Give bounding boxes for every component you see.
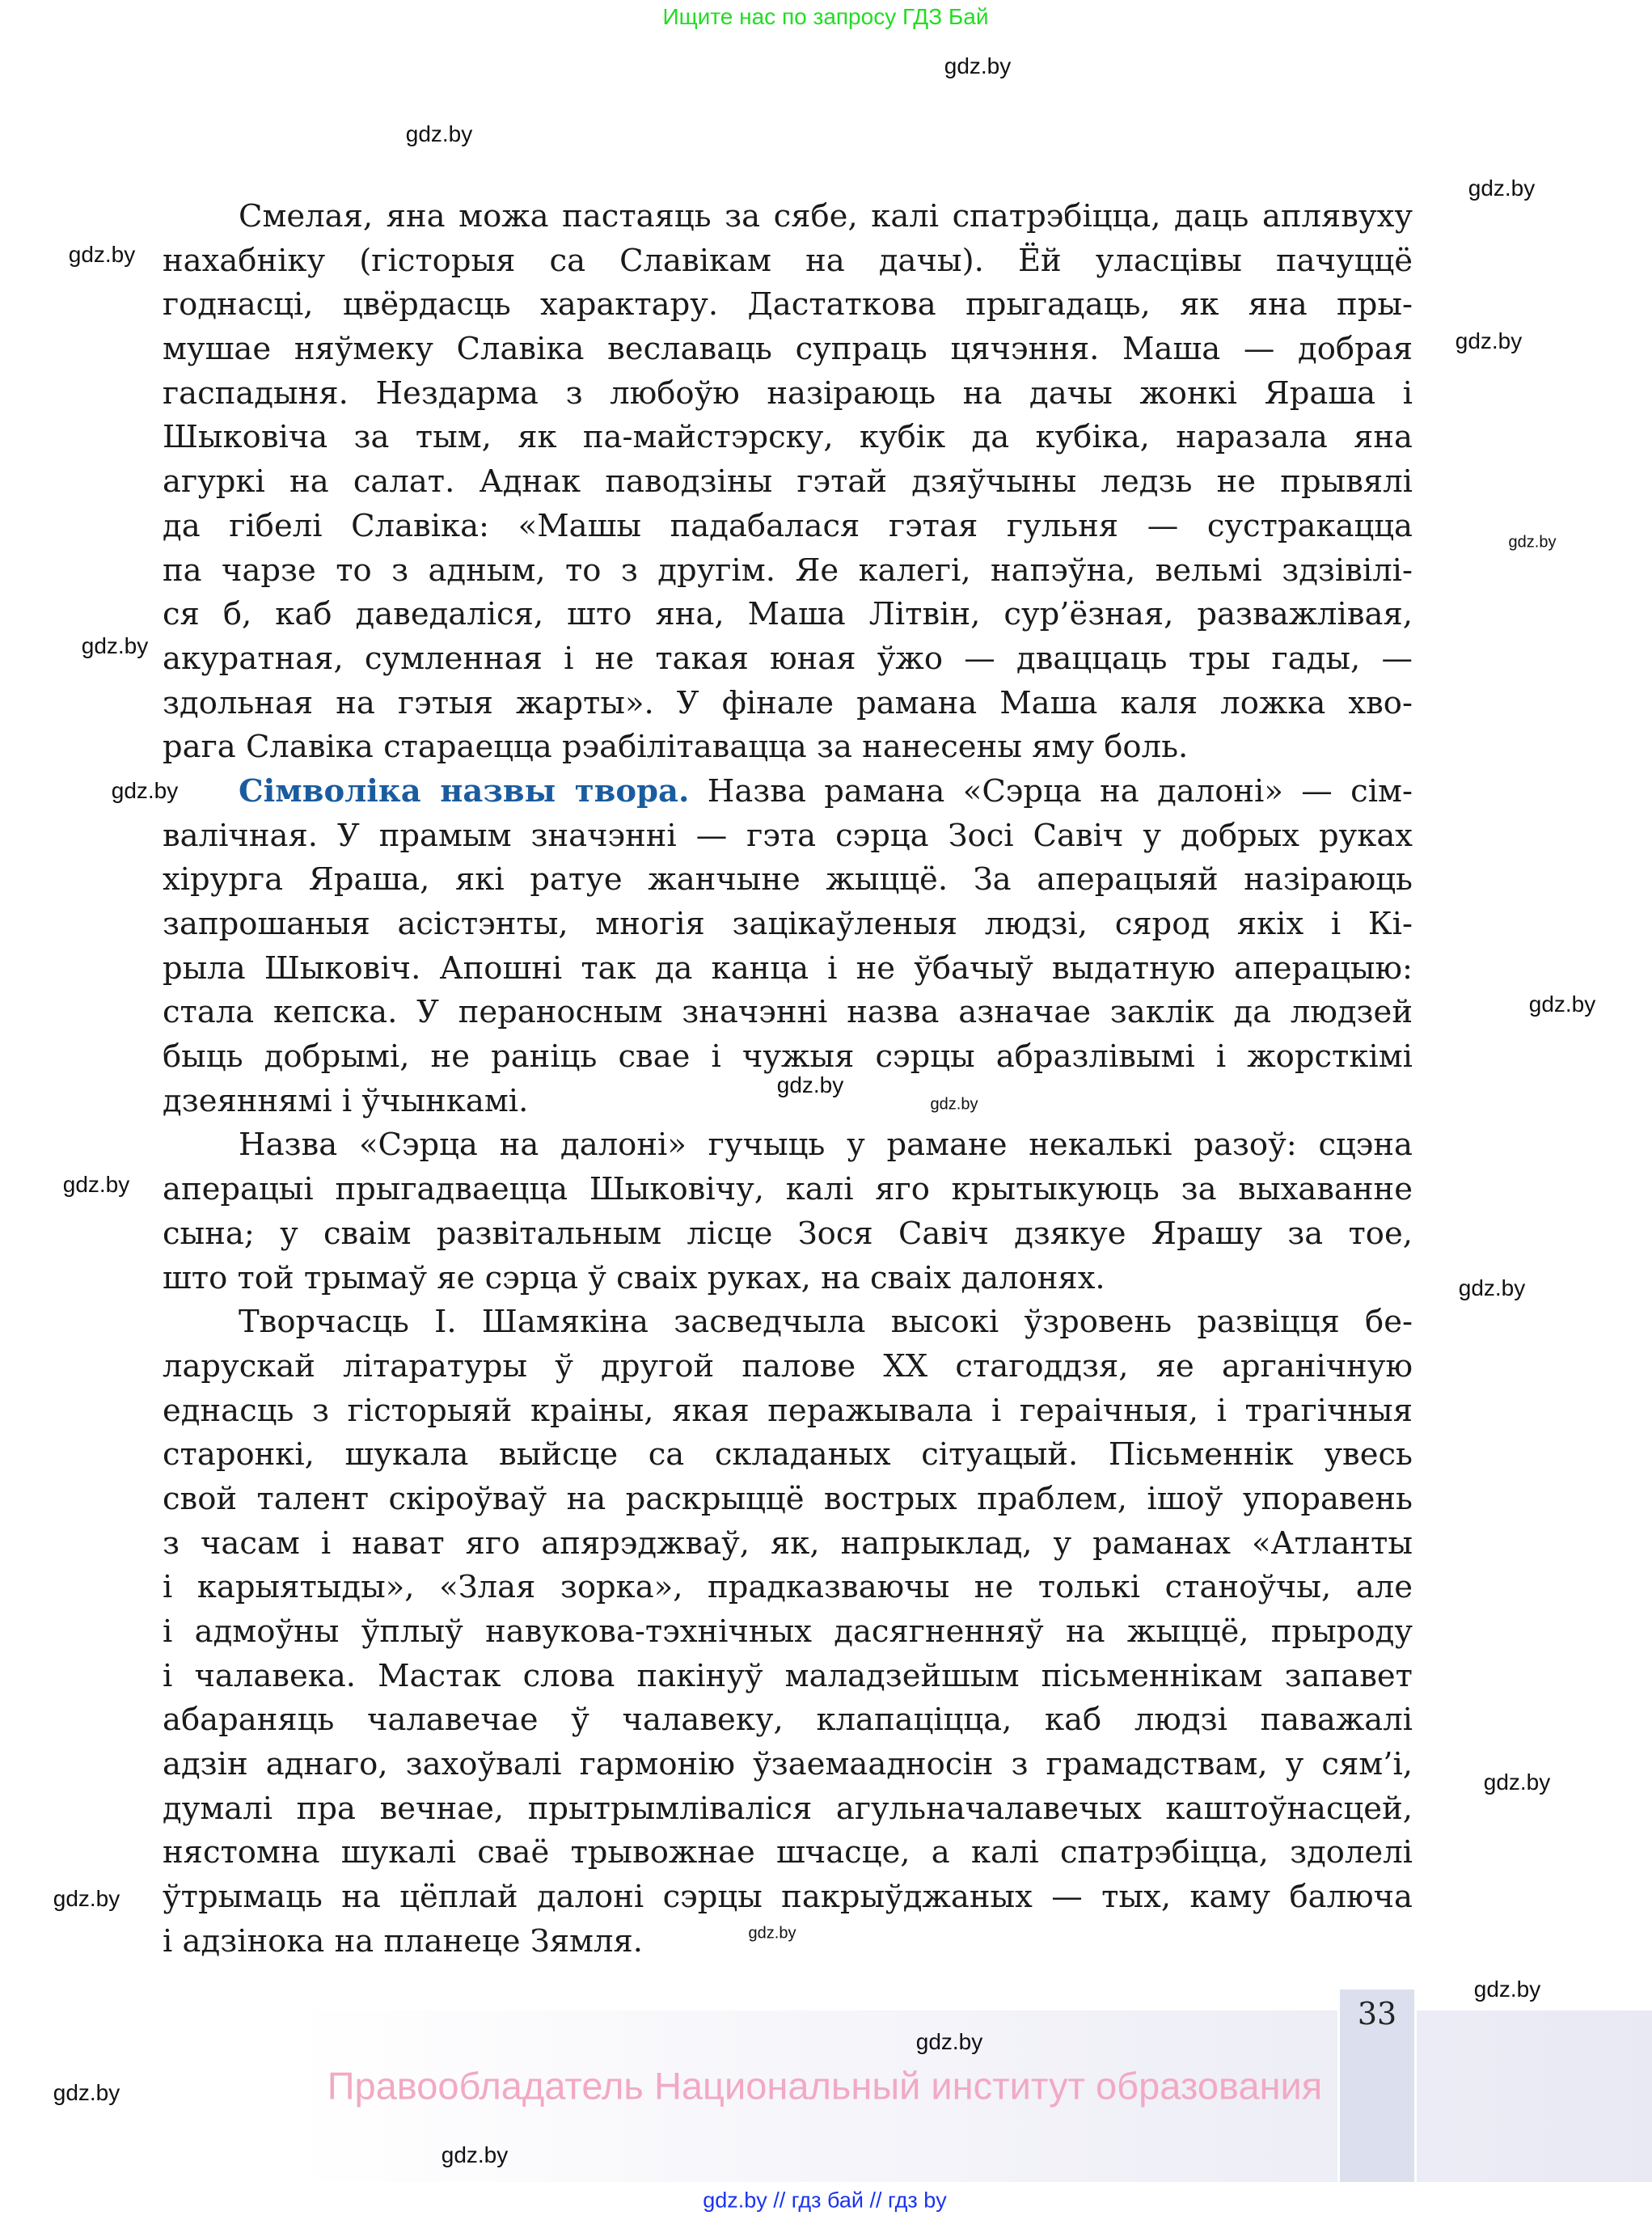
text-line-content: Назва «Сэрца на далоні» гучыць у рамане некалькі разоў: сцэна — [239, 1127, 1413, 1164]
text-line-content: аперацыі прыгадваецца Шыковічу, калі яго крытыкуюць за выхаванне — [163, 1171, 1413, 1208]
text-line-content: думалі пра вечнае, прытрымліваліся агульначалавечых каштоўнасцей, — [163, 1790, 1413, 1827]
top-banner: Ищите нас по запросу ГДЗ Бай — [662, 4, 989, 29]
text-line-content: рыла Шыковіч. Апошні так да канца і не ўбачыў выдатную аперацыю: — [163, 949, 1413, 987]
text-line — [163, 328, 1413, 372]
text-line — [163, 682, 1413, 726]
text-line — [163, 505, 1413, 549]
text-line — [163, 460, 1413, 505]
text-line — [163, 416, 1413, 460]
watermark: gdz.by — [1508, 533, 1557, 552]
text-line — [163, 1389, 1413, 1434]
watermark: gdz.by — [748, 1924, 796, 1943]
text-line-content: Смелая, яна можа пастаяць за сябе, калі спатрэбіцца, даць аплявуху — [239, 198, 1413, 235]
text-line-content: нахабніку (гісторыя са Славікам на дачы). Ёй уласцівы пачуццё — [163, 242, 1413, 279]
text-line-content: здольная на гэтыя жарты». У фінале рамана Маша каля ложка хво- — [163, 684, 1413, 721]
text-line-content: агуркі на салат. Аднак паводзіны гэтай дзяўчыны ледзь не прывялі — [163, 463, 1413, 501]
text-line — [163, 1566, 1413, 1610]
paragraph — [163, 1123, 1413, 1300]
text-line — [163, 1831, 1413, 1875]
text-line — [163, 1168, 1413, 1212]
text-line-content: акуратная, сумленная і не такая юная ўжо — дваццаць тры гады, — — [163, 640, 1413, 677]
watermark: gdz.by — [930, 1095, 978, 1114]
text-line-content: запрошаныя асістэнты, многія зацікаўленыя людзі, сярод якіх і Кі- — [163, 906, 1413, 942]
watermark: gdz.by — [81, 633, 149, 658]
text-line-content: ларускай літаратуры ў другой палове XX стагоддзя, яе арганічную — [163, 1347, 1413, 1385]
text-line-content: Творчасць І. Шамякіна засведчыла высокі ўзровень развіцця бе- — [239, 1304, 1413, 1341]
text-line-content: дзеяннямі і ўчынкамі. — [163, 1082, 529, 1119]
watermark: gdz.by — [1455, 328, 1523, 353]
text-line-content: абараняць чалавечае ў чалавеку, клапаціцца, каб людзі паважалі — [163, 1702, 1413, 1739]
footer-links[interactable]: gdz.by // гдз бай // гдз by — [703, 2188, 947, 2213]
watermark: gdz.by — [776, 1072, 844, 1097]
text-line — [163, 372, 1413, 416]
text-line — [163, 239, 1413, 284]
text-line-content: з часам і нават яго апярэджваў, як, напрыклад, у раманах «Атланты — [163, 1524, 1413, 1562]
paragraph — [163, 770, 1413, 1124]
watermark: gdz.by — [1528, 991, 1596, 1017]
text-line — [163, 858, 1413, 903]
text-line-content: еднасць з гісторыяй краіны, якая перажывала і гераічныя, і трагічныя — [163, 1392, 1413, 1429]
text-line — [163, 549, 1413, 594]
watermark: gdz.by — [62, 1172, 130, 1197]
text-line-content: адзін аднаго, захоўвалі гармонію ўзаемаадносін з грамадствам, у сям’і, — [163, 1746, 1413, 1783]
rights-notice: Правообладатель Национальный институт образования — [327, 2064, 1323, 2108]
text-line-content: Шыковіча за тым, як па-майстэрску, кубік да кубіка, наразала яна — [163, 419, 1413, 456]
text-line-content: нястомна шукалі сваё трывожнае шчасце, а калі спатрэбіцца, здолелі — [163, 1834, 1413, 1871]
text-line — [163, 1300, 1413, 1345]
text-line-content: годнасці, цвёрдасць характару. Дастаткова прыгадаць, як яна пры- — [163, 286, 1413, 323]
watermark: gdz.by — [1473, 1977, 1541, 2002]
watermark: gdz.by — [405, 121, 473, 146]
watermark: gdz.by — [53, 2080, 120, 2105]
text-line-content: ся б, каб даведаліся, што яна, Маша Літвін, сур’ёзная, разважлівая, — [163, 596, 1413, 633]
text-line-content: і карыятыды», «Злая зорка», прадказваючы не толькі станоўчы, але — [163, 1569, 1413, 1606]
text-line-content: па чарзе то з адным, то з другім. Яе калегі, напэўна, вельмі здзівілі- — [163, 552, 1413, 589]
text-line-content: да гібелі Славіка: «Машы падабалася гэтая гульня — сустракацца — [163, 507, 1413, 544]
text-line — [163, 1610, 1413, 1655]
text-line-content: быць добрымі, не раніць свае і чужыя сэрцы абразлівымі і жорсткімі — [163, 1038, 1413, 1076]
text-line — [163, 991, 1413, 1035]
text-line-content: рага Славіка стараецца рэабілітавацца за нанесены яму боль. — [163, 729, 1189, 766]
text-line — [163, 814, 1413, 859]
text-line — [163, 1522, 1413, 1567]
paragraph — [163, 195, 1413, 770]
text-line — [163, 1345, 1413, 1389]
text-line — [163, 1787, 1413, 1832]
text-line — [163, 1257, 1413, 1301]
watermark: gdz.by — [915, 2029, 983, 2054]
text-line-content: што той трымаў яе сэрца ў сваіх руках, на сваіх далонях. — [163, 1259, 1105, 1296]
watermark: gdz.by — [944, 53, 1012, 78]
text-line — [163, 1123, 1413, 1168]
text-line — [163, 1698, 1413, 1743]
section-heading: Сімволіка назвы твора. — [239, 772, 690, 810]
watermark: gdz.by — [1483, 1769, 1551, 1795]
text-line — [163, 725, 1413, 770]
watermark: gdz.by — [53, 1886, 120, 1911]
text-line-content: і адмоўны ўплыў навукова-тэхнічных дасягненняў на жыццё, прыроду — [163, 1613, 1413, 1650]
text-line — [163, 1212, 1413, 1257]
watermark: gdz.by — [111, 778, 179, 803]
text-line-content: старонкі, шукала выйсце са складаных сітуацый. Пісьменнік увесь — [163, 1436, 1413, 1474]
text-line-content: і чалавека. Мастак слова пакінуў маладзейшым пісьменнікам запавет — [163, 1657, 1413, 1694]
text-line-content: стала кепска. У пераносным значэнні назва азначае заклік да людзей — [163, 994, 1413, 1031]
text-line — [163, 1433, 1413, 1478]
text-line — [163, 283, 1413, 328]
text-line-content: мушае няўмеку Славіка веславаць супраць цячэння. Маша — добрая — [163, 331, 1413, 368]
watermark: gdz.by — [441, 2142, 509, 2167]
page-number-box — [1337, 1989, 1417, 2182]
text-line — [163, 195, 1413, 239]
text-line-content: сына; у сваім развітальным лісце Зося Савіч дзякуе Ярашу за тое, — [163, 1215, 1413, 1252]
text-line — [163, 1655, 1413, 1699]
text-line-content: ўтрымаць на цёплай далоні сэрцы пакрыўджаных — тых, каму балюча — [163, 1879, 1413, 1916]
watermark: gdz.by — [68, 242, 136, 267]
text-line — [163, 1875, 1413, 1920]
text-line — [163, 770, 1413, 814]
paragraph — [163, 1300, 1413, 1964]
text-line — [163, 1743, 1413, 1787]
text-line-content: валічная. У прамым значэнні — гэта сэрца Зосі Савіч у добрых руках — [163, 817, 1413, 854]
text-line — [163, 1478, 1413, 1522]
text-line-content: Назва рамана «Сэрца на далоні» — сім- — [689, 772, 1413, 810]
watermark: gdz.by — [1468, 175, 1536, 201]
text-line — [163, 903, 1413, 947]
text-line — [163, 947, 1413, 991]
text-line-content: гаспадыня. Нездарма з любоўю назіраюць на дачы жонкі Яраша і — [163, 374, 1413, 412]
watermark: gdz.by — [1458, 1275, 1526, 1300]
page-number: 33 — [1357, 1996, 1397, 2032]
text-line-content: свой талент скіроўваў на раскрыццё вострых праблем, ішоў упоравень — [163, 1480, 1413, 1517]
text-line-content: і адзінока на планеце Зямля. — [163, 1922, 643, 1960]
text-line — [163, 637, 1413, 682]
text-line — [163, 593, 1413, 637]
text-line-content: хірурга Яраша, які ратуе жанчыне жыццё. За аперацыяй назіраюць — [163, 861, 1413, 898]
